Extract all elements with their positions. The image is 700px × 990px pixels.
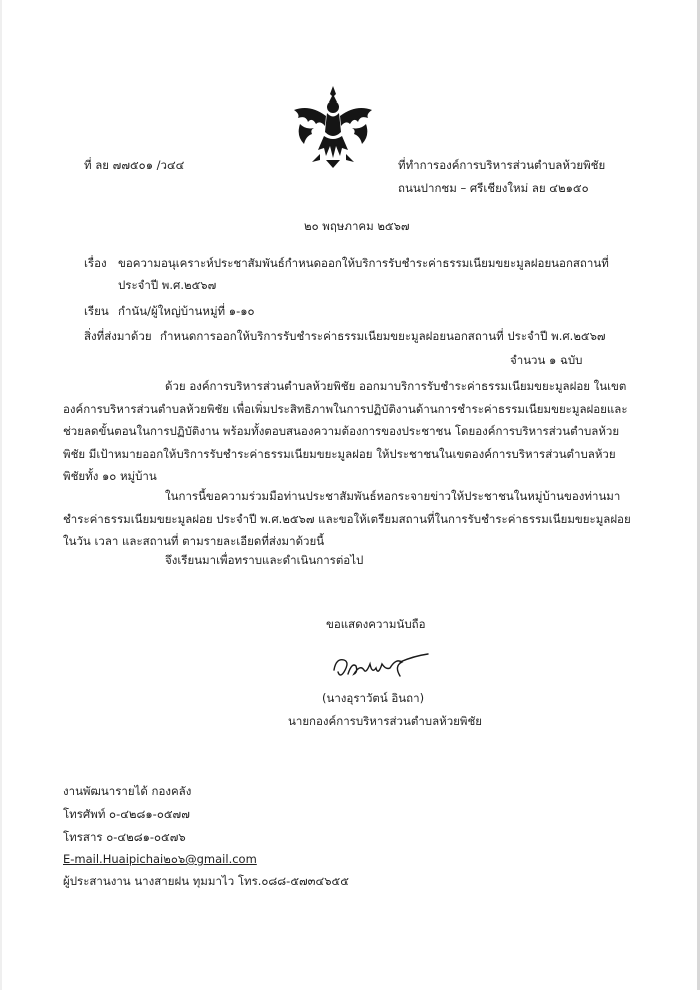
- office-address: ถนนปากชม – ศรีเชียงใหม่ ลย ๔๒๑๕๐: [398, 181, 589, 195]
- footer-coordinator: ผู้ประสานงาน นางสายฝน ทุมมาไว โทร.๐๘๘-๕๗๓๔๖๕๕: [63, 874, 349, 888]
- footer-department: งานพัฒนารายได้ กองคลัง: [63, 784, 192, 798]
- garuda-emblem-icon: [290, 84, 376, 168]
- subject-label: เรื่อง: [84, 256, 107, 270]
- signer-name: (นางอุราวัตน์ อินถา): [322, 691, 425, 705]
- footer-phone: โทรศัพท์ ๐-๔๒๘๑-๐๕๗๗: [63, 807, 190, 821]
- subject-line-1: ขอความอนุเคราะห์ประชาสัมพันธ์กำหนดออกให้บริการรับชำระค่าธรรมเนียมขยะมูลฝอยนอกสถานที่: [118, 256, 609, 270]
- handwritten-signature: [330, 650, 430, 684]
- closing-salutation: ขอแสดงความนับถือ: [326, 617, 426, 631]
- body-paragraph-1: ด้วย องค์การบริหารส่วนตำบลห้วยพิชัย ออกมาบริการรับชำระค่าธรรมเนียมขยะมูลฝอย ในเขตองค์การบริหารส่วนตำบลห้วยพิชัย เพื่อเพิ่มประสิทธิภาพในการปฏิบัติงานด้านการชำระค่าธรรมเนียมขยะมูลฝอยและช่วยลดขั้นตอนในการปฏิบัติงาน พร้อมทั้งตอบสนองความต้องการของประชาชน โดยองค์การบริหารส่วนตำบลห้วยพิชัย มีเป้าหมายออกให้บริการรับชำระค่าธรรมเนียมขยะมูลฝอย ให้ประชาชนในเขตองค์การบริหารส่วนตำบลห้วยพิชัยทั้ง ๑๐ หมู่บ้าน: [63, 379, 628, 483]
- scan-left-edge: [0, 0, 2, 990]
- body-paragraph-2: ในการนี้ขอความร่วมมือท่านประชาสัมพันธ์หอกระจายข่าวให้ประชาชนในหมู่บ้านของท่านมาชำระค่าธรรมเนียมขยะมูลฝอย ประจำปี พ.ศ.๒๕๖๗ และขอให้เตรียมสถานที่ในการรับชำระค่าธรรมเนียมขยะมูลฝอย ในวัน เวลา และสถานที่ ตามรายละเอียดที่ส่งมาด้วยนี้: [63, 489, 631, 548]
- reference-number: ที่ ลย ๗๗๕๐๑ /ว๔๔: [84, 158, 185, 172]
- footer-email-link[interactable]: E-mail.Huaipichai๒๐๖@gmail.com: [63, 852, 257, 866]
- recipient-text: กำนัน/ผู้ใหญ่บ้านหมู่ที่ ๑-๑๐: [118, 304, 255, 318]
- signer-position: นายกองค์การบริหารส่วนตำบลห้วยพิชัย: [288, 714, 483, 728]
- enclosure-text: กำหนดการออกให้บริการรับชำระค่าธรรมเนียมขยะมูลฝอยนอกสถานที่ ประจำปี พ.ศ.๒๕๖๗: [160, 329, 606, 343]
- enclosure-label: สิ่งที่ส่งมาด้วย: [84, 329, 152, 343]
- subject-line-2: ประจำปี พ.ศ.๒๕๖๗: [118, 278, 217, 292]
- recipient-label: เรียน: [84, 304, 109, 318]
- enclosure-quantity: จำนวน ๑ ฉบับ: [510, 353, 583, 367]
- office-name: ที่ทำการองค์การบริหารส่วนตำบลห้วยพิชัย: [398, 158, 606, 172]
- body-paragraph-3: จึงเรียนมาเพื่อทราบและดำเนินการต่อไป: [165, 553, 364, 567]
- footer-fax: โทรสาร ๐-๔๒๘๑-๐๕๗๖: [63, 830, 186, 844]
- document-date: ๒๐ พฤษภาคม ๒๕๖๗: [304, 219, 410, 233]
